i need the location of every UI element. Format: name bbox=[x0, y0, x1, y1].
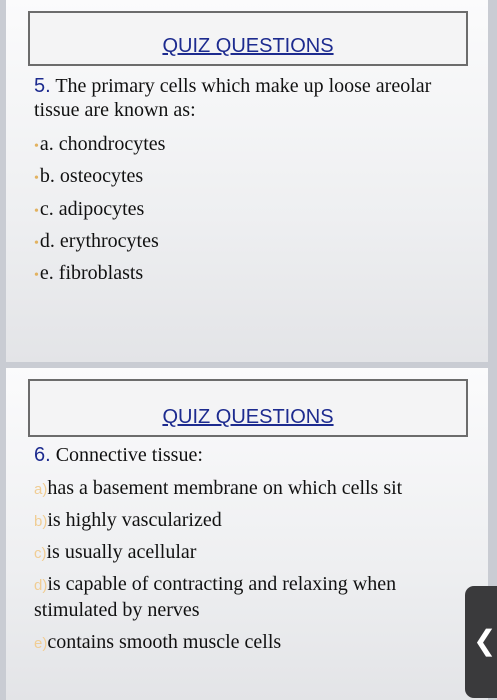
question-number: 5. bbox=[34, 75, 51, 97]
slide-quiz-5 bbox=[6, 0, 488, 362]
slide-title: QUIZ QUESTIONS bbox=[162, 35, 334, 57]
answer-option[interactable]: b)is highly vascularized bbox=[34, 509, 222, 531]
option-letter: e) bbox=[34, 635, 48, 652]
bullet-icon: • bbox=[34, 268, 39, 283]
question-text bbox=[34, 74, 454, 122]
bullet-icon: • bbox=[34, 204, 39, 219]
question-prompt: Connective tissue: bbox=[55, 444, 203, 466]
answer-option[interactable]: •b. osteocytes bbox=[34, 165, 144, 187]
bullet-icon: • bbox=[34, 236, 39, 251]
answer-option[interactable]: •e. fibroblasts bbox=[34, 262, 144, 284]
option-letter: b) bbox=[34, 513, 48, 530]
answer-option[interactable]: •d. erythrocytes bbox=[34, 230, 159, 252]
answer-option[interactable]: •a. chondrocytes bbox=[34, 133, 166, 155]
answer-option[interactable]: •c. adipocytes bbox=[34, 198, 145, 220]
answer-option[interactable]: e)contains smooth muscle cells bbox=[34, 631, 282, 653]
question-number: 6. bbox=[34, 444, 51, 466]
option-letter: c) bbox=[34, 545, 47, 562]
side-panel-handle[interactable] bbox=[465, 586, 497, 698]
slide-quiz-6 bbox=[6, 368, 488, 700]
chevron-left-icon: ❮ bbox=[473, 624, 497, 657]
option-letter: d) bbox=[34, 577, 48, 594]
slide-title: QUIZ QUESTIONS bbox=[162, 406, 334, 428]
title-box bbox=[28, 379, 468, 437]
title-box bbox=[28, 11, 468, 66]
bullet-icon: • bbox=[34, 171, 39, 186]
question-text bbox=[34, 443, 454, 467]
answer-option[interactable]: c)is usually acellular bbox=[34, 541, 197, 563]
bullet-icon: • bbox=[34, 139, 39, 154]
question-prompt: The primary cells which make up loose areolar tissue are known as: bbox=[34, 75, 432, 121]
answer-option[interactable]: a)has a basement membrane on which cells sit bbox=[34, 477, 403, 499]
answer-option[interactable]: d)is capable of contracting and relaxing when stimulated by nerves bbox=[34, 573, 397, 621]
option-letter: a) bbox=[34, 481, 48, 498]
